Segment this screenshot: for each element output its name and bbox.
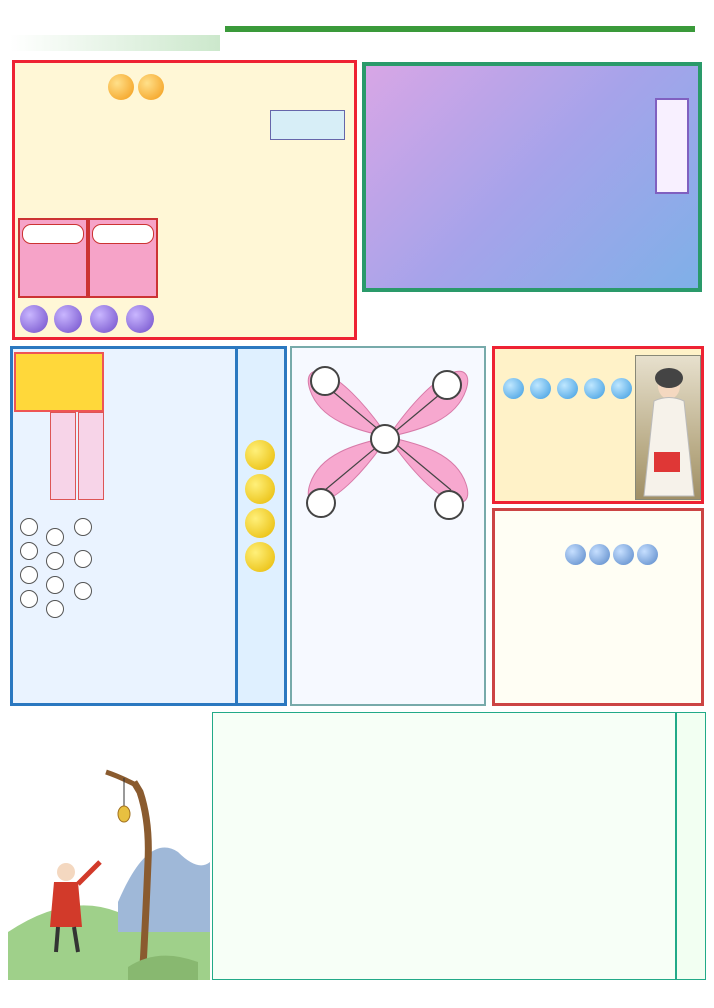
today-pick-ball [245, 440, 275, 470]
pair-ball [46, 576, 64, 594]
pick-ball [126, 305, 154, 333]
guanyin-figure [635, 355, 701, 500]
pair-ball [20, 590, 38, 608]
guanyin-ball [557, 378, 578, 399]
guanyin-ball [611, 378, 632, 399]
flat-ball [74, 550, 92, 568]
pair-ball [20, 542, 38, 560]
special-code-small-road-panel [492, 508, 704, 706]
special-code-card [88, 218, 158, 298]
total-score-label [22, 224, 84, 244]
header-left-band [10, 35, 220, 51]
trend-chart [212, 712, 676, 980]
today-pick-ball [245, 508, 275, 538]
pair-ball [20, 566, 38, 584]
zodiac-horse [370, 424, 400, 454]
trend-chart-title [676, 712, 706, 980]
guanyin-ball [530, 378, 551, 399]
pick-ball [90, 305, 118, 333]
pick-ball [20, 305, 48, 333]
heart-choice-ball [565, 544, 586, 565]
zodiac-monkey [432, 370, 462, 400]
logo-side-label [655, 98, 689, 194]
category-review-title-box [14, 352, 104, 412]
attack-ball [138, 74, 164, 100]
special-code-label [92, 224, 154, 244]
attack-ball [108, 74, 134, 100]
heart-choice-ball [613, 544, 634, 565]
heart-choice-ball [637, 544, 658, 565]
pair-ball [46, 600, 64, 618]
bottom-illustration [8, 712, 210, 980]
pair-ball [46, 528, 64, 546]
pair-ball [46, 552, 64, 570]
zodiac-goat [434, 490, 464, 520]
today-pick-ball [245, 542, 275, 572]
logo-panel [362, 62, 702, 292]
flat-ball [74, 582, 92, 600]
today-pick-ball [245, 474, 275, 504]
heart-choice-ball [589, 544, 610, 565]
pick-ball [54, 305, 82, 333]
zodiac-rabbit [310, 366, 340, 396]
flat-ball [74, 518, 92, 536]
analysis-text [20, 100, 350, 218]
pair-code-box [50, 412, 76, 500]
flat-code-box [78, 412, 104, 500]
zodiac-dog [306, 488, 336, 518]
guanyin-ball [503, 378, 524, 399]
guanyin-ball [584, 378, 605, 399]
pair-ball [20, 518, 38, 536]
total-score-card [18, 218, 88, 298]
header-green-band [225, 26, 695, 32]
